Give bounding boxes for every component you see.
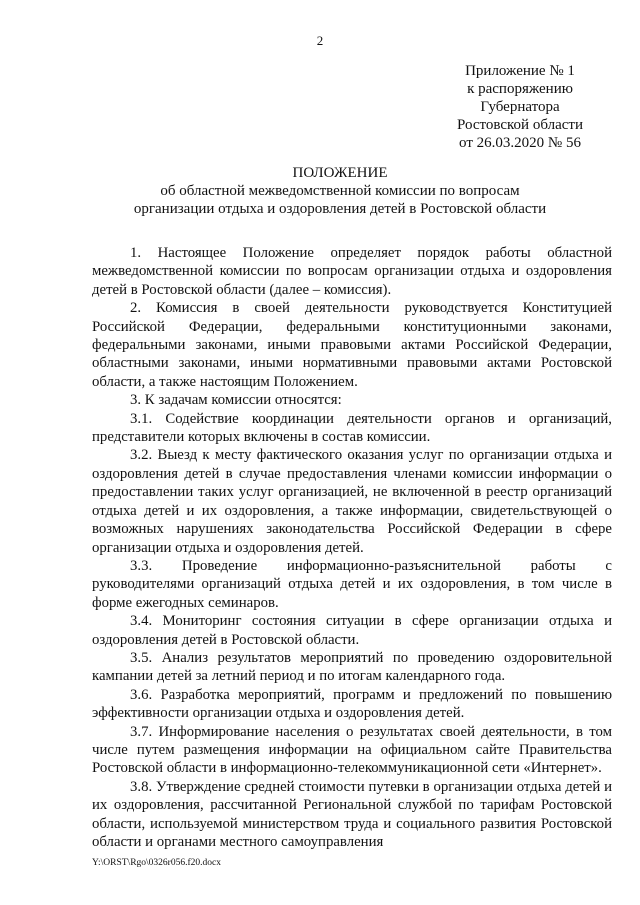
appendix-line: к распоряжению bbox=[467, 81, 573, 97]
appendix-line: от 26.03.2020 № 56 bbox=[459, 135, 581, 151]
paragraph-3-4: 3.4. Мониторинг состояния ситуации в сфере организации отдыха и оздоровления детей в Ростовской области. bbox=[92, 613, 612, 648]
paragraph-3-6: 3.6. Разработка мероприятий, программ и предложений по повышению эффективности организации отдыха и оздоровления детей. bbox=[92, 686, 612, 722]
appendix-line: Приложение № 1 bbox=[465, 63, 575, 79]
paragraph-2: 2. Комиссия в своей деятельности руководствуется Конституцией Российской Федерации, федеральными конституционными законами, федеральными законами, иными правовыми актами Российской Федерации, областными законами, иными нормативными правовыми актами Ростовской области, а также настоящим Положением. bbox=[92, 300, 612, 390]
paragraph-3-5: 3.5. Анализ результатов мероприятий по проведению оздоровительной кампании детей за летний период и по итогам календарного года. bbox=[92, 649, 612, 685]
paragraph-3-2: 3.2. Выезд к месту фактического оказания услуг по организации отдыха и оздоровления детей в случае предоставления членами комиссии информации о предоставлении таких услуг организацией, не включенной в реестр организаций отдыха детей и их оздоровления, а также информации, свидетельствующей о возможных нарушениях законодательства Российской Федерации в сфере организации отдыха и оздоровления детей. bbox=[92, 447, 612, 556]
paragraph-3-8: 3.8. Утверждение средней стоимости путевки в организации отдыха детей и их оздоровления, рассчитанной Региональной службой по тарифам Ростовской области, используемой министерством труда и социального развития Ростовской области и органами местного самоуправления bbox=[92, 778, 612, 850]
document-heading bbox=[60, 164, 620, 218]
paragraph-3: 3. К задачам комиссии относятся: bbox=[130, 392, 342, 409]
file-path-footer: Y:\ORST\Rgo\0326r056.f20.docx bbox=[92, 858, 221, 868]
document-body bbox=[92, 244, 612, 851]
paragraph-1: 1. Настоящее Положение определяет порядок работы областной межведомственной комиссии по вопросам организации отдыха и оздоровления детей в Ростовской области (далее – комиссия). bbox=[92, 245, 612, 298]
page-number: 2 bbox=[316, 33, 324, 48]
appendix-block bbox=[440, 62, 600, 152]
document-subtitle-line: организации отдыха и оздоровления детей в Ростовской области bbox=[133, 201, 547, 217]
document-title: ПОЛОЖЕНИЕ bbox=[292, 165, 388, 181]
appendix-line: Ростовской области bbox=[457, 117, 583, 133]
paragraph-3-3: 3.3. Проведение информационно-разъяснительной работы с руководителями организаций отдыха детей и их оздоровления, в том числе в форме ежегодных семинаров. bbox=[92, 557, 612, 611]
appendix-line: Губернатора bbox=[480, 99, 560, 115]
paragraph-3-7: 3.7. Информирование населения о результатах своей деятельности, в том числе путем размещения информации на официальном сайте Правительства Ростовской области в информационно-телекоммуникационной сети «Интернет». bbox=[92, 723, 612, 777]
document-subtitle-line: об областной межведомственной комиссии по вопросам bbox=[160, 183, 520, 199]
paragraph-3-1: 3.1. Содействие координации деятельности органов и организаций, представители которых включены в состав комиссии. bbox=[92, 410, 612, 446]
